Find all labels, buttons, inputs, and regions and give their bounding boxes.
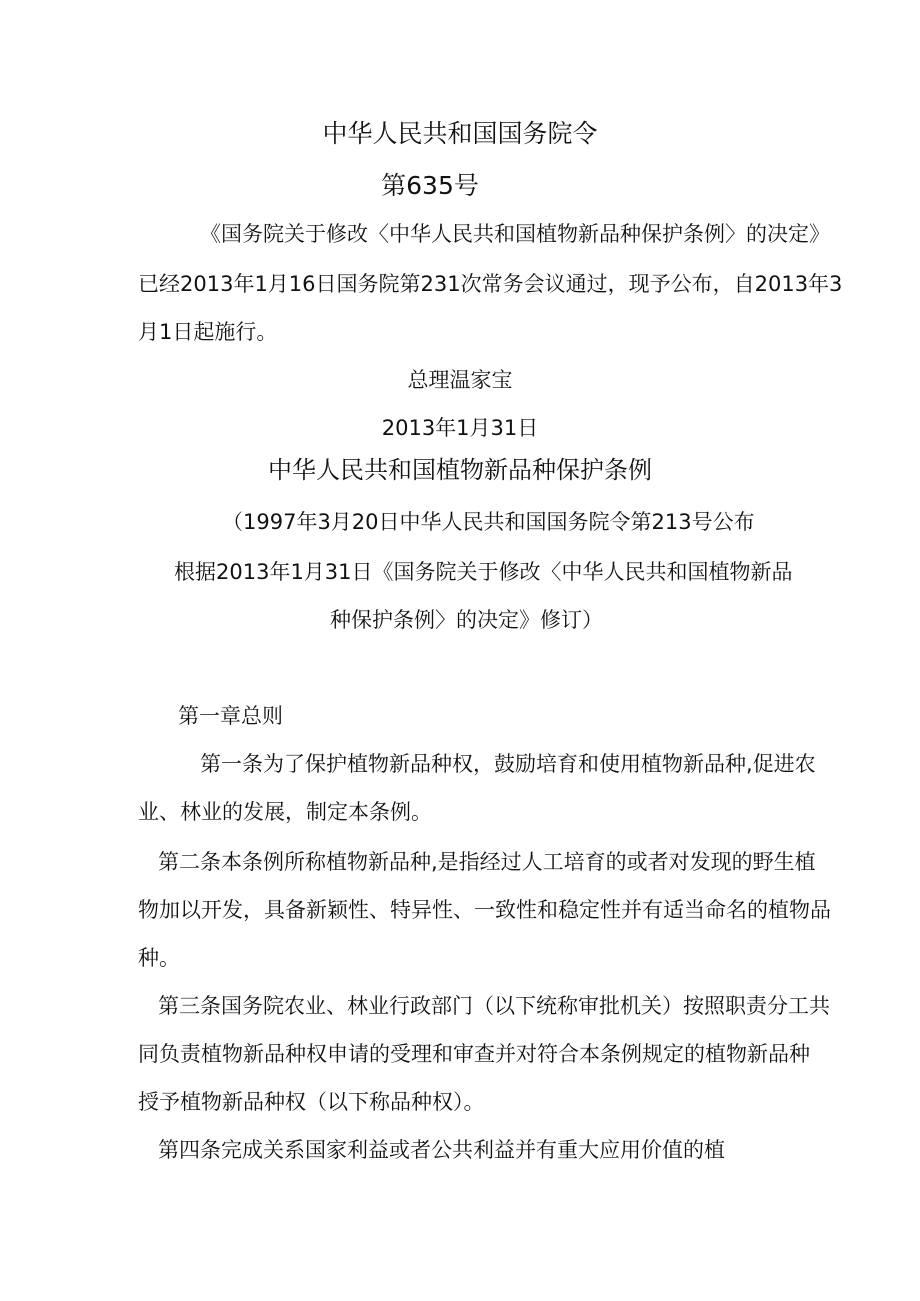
decree-date: 2013年1月31日 — [381, 416, 539, 440]
decree-line-3: 月1日起施行。 — [138, 320, 278, 344]
regulation-note-line-3: 种保护条例〉的决定》修订） — [330, 608, 603, 632]
regulation-note-line-2: 根据2013年1月31日《国务院关于修改〈中华人民共和国植物新品 — [174, 560, 793, 584]
regulation-note-line-1: （1997年3月20日中华人民共和国国务院令第213号公布 — [222, 510, 755, 534]
chapter-heading: 第一章总则 — [178, 704, 283, 728]
article-1-line-2: 业、林业的发展，制定本条例。 — [138, 800, 432, 824]
decree-line-1: 《国务院关于修改〈中华人民共和国植物新品种保护条例〉的决定》 — [200, 222, 830, 246]
article-3-line-2: 同负责植物新品种权申请的受理和审查并对符合本条例规定的植物新品种 — [138, 1042, 810, 1066]
article-4-line-1: 第四条完成关系国家利益或者公共利益并有重大应用价值的植 — [158, 1138, 725, 1162]
article-2-line-2: 物加以开发，具备新颖性、特异性、一致性和稳定性并有适当命名的植物品 — [138, 898, 831, 922]
decree-line-2: 已经2013年1月16日国务院第231次常务会议通过，现予公布，自2013年3 — [138, 272, 843, 296]
article-3-line-1: 第三条国务院农业、林业行政部门（以下统称审批机关）按照职责分工共 — [158, 994, 830, 1018]
article-3-line-3: 授予植物新品种权（以下称品种权）。 — [138, 1090, 485, 1114]
order-number: 第635号 — [381, 171, 479, 200]
decree-signer: 总理温家宝 — [407, 368, 513, 392]
regulation-title: 中华人民共和国植物新品种保护条例 — [268, 456, 652, 484]
article-1-line-1: 第一条为了保护植物新品种权，鼓励培育和使用植物新品种,促进农 — [200, 752, 816, 776]
article-2-line-1: 第二条本条例所称植物新品种,是指经过人工培育的或者对发现的野生植 — [158, 850, 816, 874]
article-2-line-3: 种。 — [138, 946, 180, 970]
order-title: 中华人民共和国国务院令 — [322, 119, 598, 148]
